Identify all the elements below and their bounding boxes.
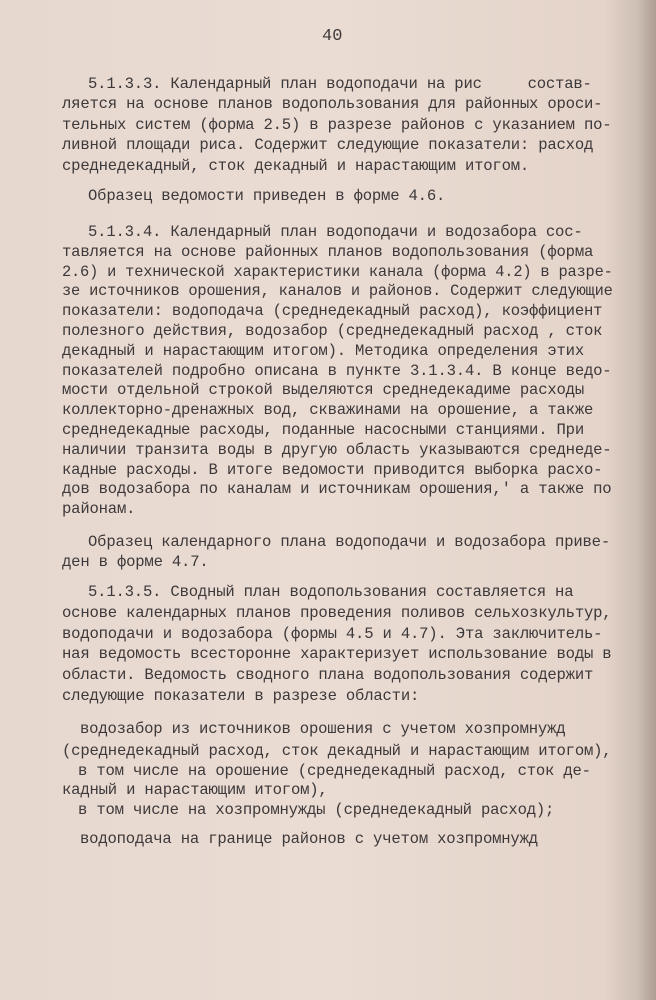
text-line: тельных систем (форма 2.5) в разрезе районов с указанием по- xyxy=(62,116,612,134)
text-line: среднедекадный, сток декадный и нарастающим итогом. xyxy=(62,157,530,175)
text-line: водоподачи и водозабора (формы 4.5 и 4.7). Эта заключитель- xyxy=(62,625,603,643)
text-line: полезного действия, водозабор (среднедекадный расход , сток xyxy=(62,322,603,340)
text-line: в том числе на орошение (среднедекадный расход, сток де- xyxy=(78,762,591,780)
text-line: основе календарных планов проведения поливов сельхозкультур, xyxy=(62,604,612,622)
text-line: Образец ведомости приведен в форме 4.6. xyxy=(88,187,446,205)
text-line: ливной площади риса. Содержит следующие показатели: расход xyxy=(62,136,594,154)
text-line: области. Ведомость сводного плана водопользования содержит xyxy=(62,666,594,684)
text-line: водоподача на границе районов с учетом хозпромнужд xyxy=(80,830,538,848)
text-line: районам. xyxy=(62,500,136,518)
text-line: Образец календарного плана водоподачи и водозабора приве- xyxy=(88,533,610,551)
page-number: 40 xyxy=(322,27,343,46)
text-line: 2.6) и технической характеристики канала (форма 4.2) в разре- xyxy=(62,263,613,281)
text-line: мости отдельной строкой выделяются среднедекадиме расходы xyxy=(62,381,584,399)
text-line: водозабор из источников орошения с учетом хозпромнужд xyxy=(80,720,566,738)
text-line: в том числе на хозпромнужды (среднедекадный расход); xyxy=(78,801,555,819)
text-line: среднедекадные расходы, поданные насосными станциями. При xyxy=(62,421,584,439)
text-line: тавляется на основе районных планов водопользования (форма xyxy=(62,243,594,261)
text-line: показатели: водоподача (среднедекадный расход), коэффициент xyxy=(62,302,603,320)
text-line: показателей подробно описана в пункте 3.1.3.4. В конце ведо- xyxy=(62,362,612,380)
text-line: 5.1.3.3. Календарный план водоподачи на рис состав- xyxy=(88,75,592,93)
text-line: ляется на основе планов водопользования для районных ороси- xyxy=(62,95,603,113)
text-line: 5.1.3.4. Календарный план водоподачи и водозабора сос- xyxy=(88,223,583,241)
text-line: ная ведомость всесторонне характеризует использование воды в xyxy=(62,645,612,663)
text-line: кадный и нарастающим итогом), xyxy=(62,781,328,799)
text-line: кадные расходы. В итоге ведомости приводится выборка расхо- xyxy=(62,461,603,479)
text-line: зе источников орошения, каналов и районов. Содержит следующие xyxy=(62,282,613,300)
text-line: (среднедекадный расход, сток декадный и нарастающим итогом), xyxy=(62,742,612,760)
text-line: декадный и нарастающим итогом). Методика определения этих xyxy=(62,342,584,360)
page-edge-shadow xyxy=(638,0,656,1000)
text-line: наличии транзита воды в другую область указываются среднеде- xyxy=(62,441,612,459)
text-line: дов водозабора по каналам и источникам орошения,' а также по xyxy=(62,480,612,498)
text-line: ден в форме 4.7. xyxy=(62,553,209,571)
text-line: следующие показатели в разрезе области: xyxy=(62,687,420,705)
text-line: коллекторно-дренажных вод, скважинами на орошение, а также xyxy=(62,401,594,419)
text-line: 5.1.3.5. Сводный план водопользования составляется на xyxy=(88,583,574,601)
